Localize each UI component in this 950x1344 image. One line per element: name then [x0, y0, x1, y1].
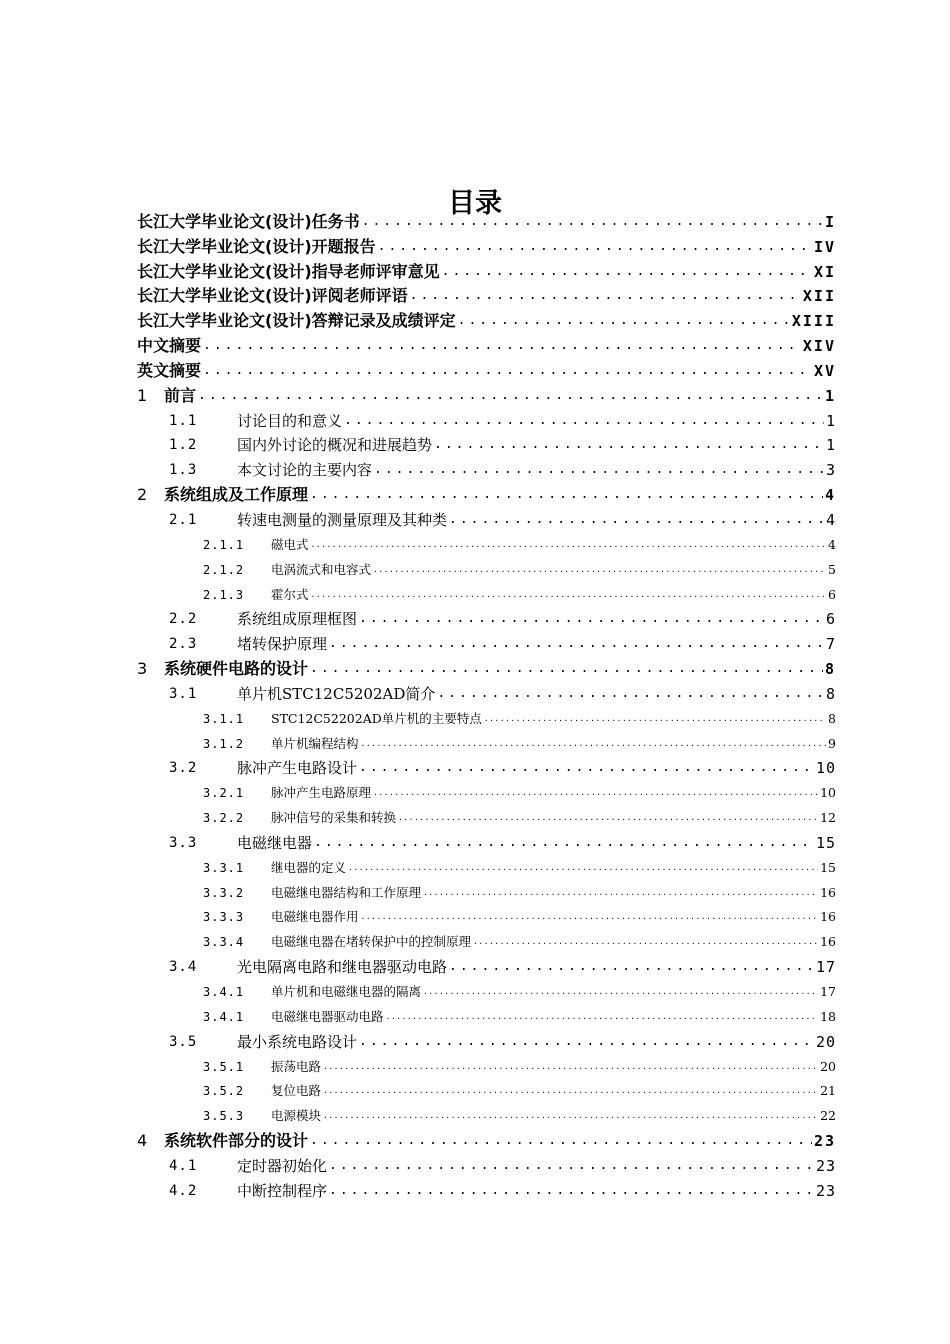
toc-entry-number: 2.2	[169, 611, 198, 628]
toc-entry[interactable]	[137, 1003, 836, 1028]
toc-dot-leader	[329, 633, 824, 655]
toc-entry-number: 4	[137, 1131, 148, 1151]
toc-dot-leader	[348, 857, 818, 879]
toc-entry-number: 3	[137, 659, 148, 679]
toc-entry[interactable]	[137, 655, 836, 680]
toc-entry[interactable]	[137, 556, 836, 581]
toc-entry-label: 堵转保护原理	[237, 635, 328, 654]
toc-dot-leader	[329, 1155, 814, 1177]
toc-dot-leader	[374, 459, 824, 481]
toc-entry-label: 长江大学毕业论文(设计)评阅老师评语	[137, 286, 408, 306]
toc-entry-number: 1.2	[169, 437, 198, 454]
toc-entry[interactable]	[137, 1078, 836, 1103]
toc-entry[interactable]	[137, 531, 836, 556]
toc-entry[interactable]	[137, 953, 836, 978]
toc-entry-label: 转速电测量的测量原理及其种类	[237, 510, 448, 529]
toc-entry-label: 电磁继电器在堵转保护中的控制原理	[271, 934, 472, 950]
toc-entry-label: 中文摘要	[137, 336, 202, 356]
toc-entry[interactable]	[137, 1028, 836, 1053]
toc-entry-page: 4	[825, 510, 836, 529]
toc-entry-page: IV	[813, 237, 836, 256]
toc-entry-label: 本文讨论的主要内容	[237, 461, 373, 480]
toc-dot-leader	[323, 1105, 818, 1127]
toc-entry[interactable]	[137, 730, 836, 755]
toc-entry[interactable]	[137, 779, 836, 804]
toc-entry-number: 2.1.1	[203, 537, 245, 552]
toc-entry-label: 最小系统电路设计	[237, 1032, 358, 1051]
toc-entry[interactable]	[137, 804, 836, 829]
toc-dot-leader	[310, 1130, 812, 1152]
toc-dot-leader	[442, 261, 812, 283]
toc-entry[interactable]	[137, 332, 836, 357]
toc-entry[interactable]	[137, 432, 836, 457]
toc-dot-leader	[423, 882, 818, 904]
toc-entry-label: 单片机编程结构	[271, 735, 359, 751]
toc-entry-page: 20	[820, 1058, 836, 1074]
toc-entry[interactable]	[137, 1053, 836, 1078]
toc-entry-number: 4.2	[169, 1182, 198, 1199]
toc-entry-page: 9	[828, 735, 836, 751]
toc-entry-label: 系统组成原理框图	[237, 610, 358, 629]
toc-entry-number: 1	[137, 385, 148, 405]
toc-dot-leader	[310, 484, 823, 506]
toc-entry-page: 16	[820, 884, 836, 900]
toc-entry-label: 长江大学毕业论文(设计)任务书	[137, 211, 360, 231]
toc-entry-label: 继电器的定义	[271, 859, 347, 875]
toc-entry-number: 1.3	[169, 462, 198, 479]
toc-entry-number: 1.1	[169, 412, 198, 429]
toc-entry-page: 22	[820, 1108, 836, 1124]
toc-dot-leader	[386, 1006, 819, 1028]
toc-entry[interactable]	[137, 1102, 836, 1127]
toc-entry-label: 电磁继电器	[237, 833, 313, 852]
toc-entry-number: 4.1	[169, 1157, 198, 1174]
toc-entry-label: 单片机和电磁继电器的隔离	[271, 984, 422, 999]
toc-entry[interactable]	[137, 258, 836, 283]
toc-entry-label: 脉冲产生电路原理	[271, 785, 372, 801]
toc-dot-leader	[203, 360, 812, 382]
toc-entry-label: 振荡电路	[271, 1058, 322, 1074]
toc-entry-label: 系统软件部分的设计	[164, 1131, 309, 1151]
toc-entry[interactable]	[137, 705, 836, 730]
toc-entry-number: 3.5.1	[203, 1059, 245, 1074]
toc-entry-number: 3.4.1	[203, 1009, 245, 1024]
toc-entry-page: 4	[824, 486, 836, 505]
toc-dot-leader	[449, 956, 814, 978]
toc-entry-label: 系统硬件电路的设计	[164, 659, 309, 679]
toc-entry-page: 3	[825, 461, 836, 480]
toc-entry-label: 脉冲产生电路设计	[237, 759, 358, 778]
toc-dot-leader	[310, 658, 823, 680]
toc-entry-page: 8	[824, 660, 836, 679]
toc-entry[interactable]	[137, 307, 836, 332]
toc-entry[interactable]	[137, 1152, 836, 1177]
toc-entry-number: 2.1.2	[203, 562, 245, 577]
toc-entry-label: 电源模块	[271, 1108, 322, 1124]
toc-entry-page: XIV	[802, 337, 836, 356]
toc-entry-page: 23	[815, 1156, 836, 1175]
toc-entry[interactable]	[137, 283, 836, 308]
toc-dot-leader	[423, 981, 818, 1003]
toc-entry-page: 16	[820, 909, 836, 925]
toc-entry-page: I	[824, 212, 836, 231]
toc-entry-page: XI	[813, 262, 836, 281]
toc-entry-label: STC12C52202AD单片机的主要特点	[271, 710, 482, 726]
toc-entry-page: 6	[825, 610, 836, 629]
toc-entry-label: 长江大学毕业论文(设计)答辩记录及成绩评定	[137, 311, 456, 331]
toc-dot-leader	[361, 906, 819, 928]
page-title: 目录	[448, 188, 502, 220]
toc-entry-page: 23	[813, 1132, 836, 1151]
toc-entry[interactable]	[137, 755, 836, 780]
toc-dot-leader	[359, 757, 814, 779]
toc-dot-leader	[311, 534, 827, 556]
toc-entry-page: 4	[828, 536, 836, 552]
toc-entry-number: 3.5.2	[203, 1084, 245, 1099]
toc-entry[interactable]	[137, 928, 836, 953]
toc-entry-label: 中断控制程序	[237, 1181, 328, 1200]
toc-entry-page: 7	[825, 635, 836, 654]
toc-entry-page: 8	[828, 710, 836, 726]
toc-entry-page: 23	[815, 1181, 836, 1200]
toc-entry-number: 3.1.1	[203, 711, 245, 726]
toc-dot-leader	[373, 559, 826, 581]
toc-entry-page: XIII	[791, 312, 836, 331]
toc-entry-page: 8	[825, 684, 836, 703]
toc-entry-label: 单片机STC12C5202AD简介	[237, 684, 436, 703]
toc-entry-page: 12	[820, 810, 836, 826]
toc-dot-leader	[410, 285, 801, 307]
toc-entry-label: 国内外讨论的概况和进展趋势	[237, 436, 433, 455]
toc-entry-label: 脉冲信号的采集和转换	[271, 810, 397, 826]
toc-entry-number: 3.4	[169, 959, 198, 976]
toc-entry[interactable]	[137, 879, 836, 904]
toc-entry-number: 3.2.2	[203, 811, 245, 826]
toc-dot-leader	[434, 434, 824, 456]
toc-entry[interactable]	[137, 208, 836, 233]
toc-entry-label: 光电隔离电路和继电器驱动电路	[237, 958, 448, 977]
toc-entry-number: 3.2	[169, 760, 198, 777]
toc-entry-label: 前言	[164, 385, 197, 405]
toc-entry-page: 17	[820, 984, 836, 999]
toc-dot-leader	[198, 385, 823, 407]
toc-entry-label: 系统组成及工作原理	[164, 485, 309, 505]
toc-dot-leader	[359, 608, 824, 630]
toc-entry-page: 10	[820, 785, 836, 801]
toc-entry-number: 2	[137, 485, 148, 505]
toc-entry[interactable]	[137, 854, 836, 879]
toc-entry-label: 定时器初始化	[237, 1156, 328, 1175]
toc-dot-leader	[473, 931, 818, 953]
toc-entry-number: 3.3.2	[203, 885, 245, 900]
toc-entry-number: 3.1.2	[203, 736, 245, 751]
toc-dot-leader	[311, 584, 827, 606]
toc-entry-number: 3.5.3	[203, 1109, 245, 1124]
toc-dot-leader	[449, 509, 824, 531]
toc-entry-label: 长江大学毕业论文(设计)指导老师评审意见	[137, 261, 440, 281]
toc-entry-page: 5	[828, 561, 836, 577]
toc-dot-leader	[323, 1080, 818, 1102]
toc-entry-number: 3.3.3	[203, 910, 245, 925]
toc-entry-number: 3.1	[169, 685, 198, 702]
toc-dot-leader	[362, 211, 823, 233]
toc-entry[interactable]	[137, 1127, 836, 1152]
toc-entry-label: 讨论目的和意义	[237, 411, 343, 430]
toc-entry-label: 复位电路	[271, 1083, 322, 1099]
toc-entry[interactable]	[137, 1177, 836, 1202]
toc-entry-page: 1	[825, 411, 836, 430]
toc-entry[interactable]	[137, 357, 836, 382]
toc-entry-number: 3.3	[169, 834, 198, 851]
toc-entry-label: 霍尔式	[271, 586, 309, 602]
toc-entry-page: 18	[820, 1008, 836, 1024]
toc-entry-label: 电磁继电器驱动电路	[271, 1008, 384, 1024]
toc-entry-page: XV	[813, 361, 836, 380]
toc-entry-number: 2.1	[169, 511, 198, 528]
toc-dot-leader	[203, 335, 801, 357]
toc-entry[interactable]	[137, 606, 836, 631]
toc-entry[interactable]	[137, 829, 836, 854]
toc-entry-number: 2.3	[169, 636, 198, 653]
toc-entry-page: 16	[820, 934, 836, 950]
toc-dot-leader	[398, 807, 818, 829]
toc-entry-page: 1	[824, 386, 836, 405]
toc-entry-label: 磁电式	[271, 536, 309, 552]
toc-entry-number: 3.4.1	[203, 985, 245, 999]
toc-entry-number: 2.1.3	[203, 587, 245, 602]
toc-entry[interactable]	[137, 680, 836, 705]
toc-entry-number: 3.3.1	[203, 860, 245, 875]
toc-dot-leader	[323, 1056, 818, 1078]
toc-dot-leader	[458, 310, 790, 332]
toc-dot-leader	[359, 1031, 814, 1053]
toc-dot-leader	[344, 410, 824, 432]
toc-entry[interactable]	[137, 456, 836, 481]
toc-entry-label: 电磁继电器作用	[271, 909, 359, 925]
toc-dot-leader	[437, 683, 824, 705]
toc-entry-page: XII	[802, 287, 836, 306]
toc-entry[interactable]	[137, 978, 836, 1003]
toc-entry-number: 3.5	[169, 1033, 198, 1050]
toc-entry-page: 1	[825, 436, 836, 455]
toc-entry-page: 17	[815, 958, 836, 977]
toc-entry-number: 3.2.1	[203, 786, 245, 801]
toc-entry[interactable]	[137, 382, 836, 407]
toc-entry-number: 3.3.4	[203, 935, 245, 950]
toc-entry[interactable]	[137, 581, 836, 606]
toc-entry[interactable]	[137, 233, 836, 258]
toc-entry[interactable]	[137, 481, 836, 506]
toc-entry-label: 英文摘要	[137, 360, 202, 380]
toc-entry-label: 电磁继电器结构和工作原理	[271, 884, 422, 900]
toc-dot-leader	[329, 1180, 814, 1202]
toc-dot-leader	[373, 782, 818, 804]
toc-entry-label: 电涡流式和电容式	[271, 561, 372, 577]
toc-entry-page: 6	[828, 586, 836, 602]
toc-entry-page: 10	[815, 759, 836, 778]
toc-entry[interactable]	[137, 904, 836, 929]
toc-entry-page: 20	[815, 1032, 836, 1051]
toc-entry[interactable]	[137, 630, 836, 655]
table-of-contents	[137, 208, 836, 1202]
toc-entry-page: 21	[820, 1083, 836, 1099]
toc-dot-leader	[484, 708, 826, 730]
toc-entry-page: 15	[820, 859, 836, 875]
toc-dot-leader	[378, 236, 812, 258]
toc-dot-leader	[361, 733, 827, 755]
toc-entry[interactable]	[137, 506, 836, 531]
toc-entry-label: 长江大学毕业论文(设计)开题报告	[137, 236, 376, 256]
toc-dot-leader	[314, 832, 814, 854]
toc-entry[interactable]	[137, 407, 836, 432]
toc-entry-page: 15	[815, 833, 836, 852]
